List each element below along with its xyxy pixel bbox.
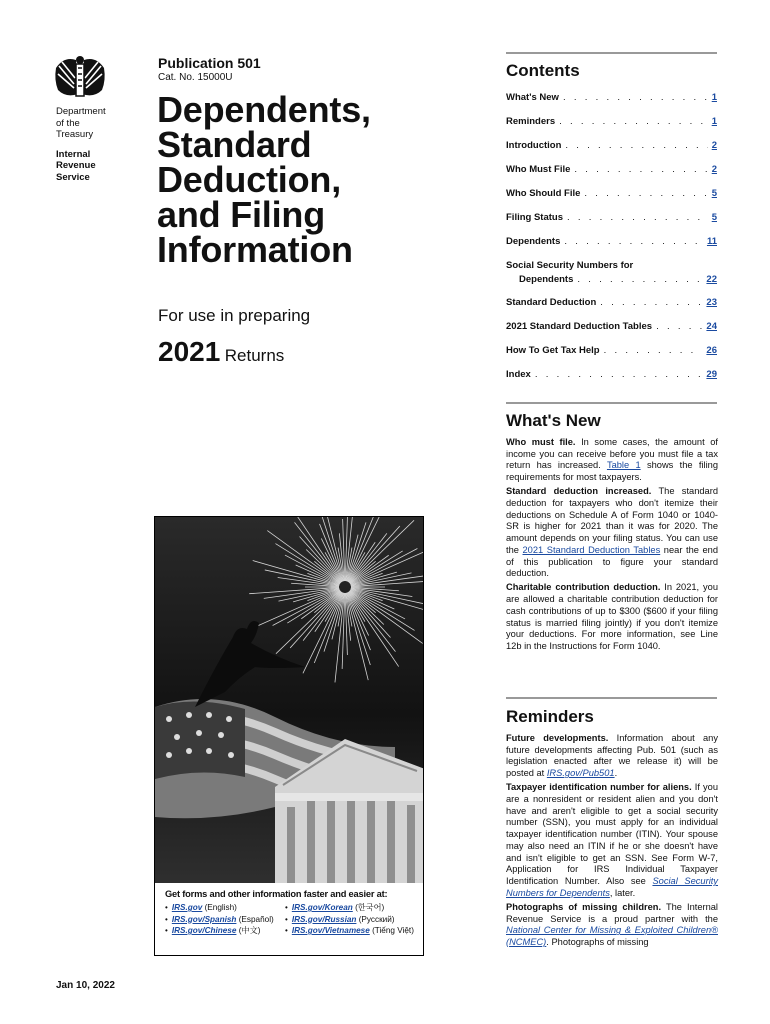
toc-item[interactable] [506,236,717,260]
text-run: . Photographs of missing [546,936,649,947]
language-links-column [165,902,285,937]
toc-leader-dots [577,274,702,285]
text-run: . [614,768,618,779]
language-link-item [285,925,414,937]
link-standard-deduction-tables[interactable]: 2021 Standard Deduction Tables [522,544,661,555]
firework-ray [295,522,342,582]
text-run: In 2021, you are allowed a charitable contribution deduction for cash contributions of up to $300 ($600 if your filing status is married filing jointly) if you don't itemize your deductions. For more information, see Line 12b in the Instructions for Form 1040. [506,582,718,651]
toc-leader-dots [584,188,707,199]
toc-page-link[interactable]: 1 [711,92,717,103]
link-irs-vietnamese[interactable]: IRS.gov/Vietnamese [291,926,370,935]
link-table-1[interactable]: Table 1 [606,460,641,471]
paragraph [506,582,718,652]
toc-page-link[interactable]: 2 [711,164,717,175]
toc-page-link[interactable]: 1 [711,116,717,127]
toc-label: Social Security Numbers for [506,260,634,271]
toc-leader-dots [563,92,708,103]
language-note: (Español) [238,914,274,924]
tax-year-line [158,336,284,368]
link-irs-chinese[interactable]: IRS.gov/Chinese [171,926,237,935]
toc-label: Index [506,369,531,380]
toc-label: Dependents [519,274,574,285]
paragraph [506,782,718,899]
fireworks-eagle-capitol-image [155,517,424,887]
toc-page-link[interactable]: 2 [711,140,717,151]
table-of-contents [506,92,717,393]
paragraph [506,733,718,780]
department-line: Department [56,106,106,117]
title-line: Standard [157,124,312,165]
toc-leader-dots [564,236,703,247]
toc-item[interactable] [506,188,717,212]
run-in-head: Charitable contribution deduction. [506,582,661,593]
language-note: (Pусский) [358,914,395,924]
paragraph [506,437,718,484]
section-divider [506,402,717,404]
toc-page-link[interactable]: 29 [706,369,717,380]
toc-label: Standard Deduction [506,297,597,308]
cover-heading: Get forms and other information faster and easier at: [165,889,388,899]
firework-ray [321,538,342,581]
title-line: Deduction, [157,159,341,200]
title-line: Dependents, [157,89,371,130]
language-links-column [285,902,414,937]
language-note: (한국어) [355,903,385,912]
agency-line: Internal [56,148,91,160]
toc-label: Who Must File [506,164,571,175]
link-irs-gov[interactable]: IRS.gov [171,903,203,912]
toc-leader-dots [567,212,708,223]
language-note: (English) [204,903,237,912]
firework-ray [257,589,339,626]
toc-label: Dependents [506,236,561,247]
run-in-head: Who must file. [506,437,576,447]
contents-heading: Contents [506,61,580,80]
agency-line: Service [56,171,90,183]
tax-year: 2021 [158,336,221,367]
language-links [165,902,415,937]
paragraph [506,486,718,580]
toc-label-continuation [506,274,717,285]
toc-item[interactable] [506,116,717,140]
toc-page-link[interactable]: 5 [711,188,717,199]
toc-item[interactable] [506,260,717,297]
toc-leader-dots [535,369,703,380]
toc-label: How To Get Tax Help [506,345,600,356]
toc-item[interactable] [506,321,717,345]
toc-page-link[interactable]: 5 [711,212,717,223]
whats-new-body [506,437,718,655]
reminders-heading: Reminders [506,707,594,726]
text-run: shows the filing requirements for most taxpayers. [506,460,718,483]
department-line: Treasury [56,129,94,140]
link-irs-spanish[interactable]: IRS.gov/Spanish [171,914,237,924]
link-irs-korean[interactable]: IRS.gov/Korean [291,903,353,912]
toc-item[interactable] [506,164,717,188]
toc-label: Filing Status [506,212,563,223]
language-link-item [165,925,285,937]
toc-label: Who Should File [506,188,581,199]
run-in-head: Photographs of missing children. [506,901,662,912]
cover-illustration [154,516,424,956]
toc-label: What's New [506,92,559,103]
firework-ray [349,592,396,652]
text-run: Information about any future developments affecting Pub. 501 (such as legislation enacted after we release it) will be posted at [506,733,718,779]
firework-ray [347,593,370,665]
language-link-item [165,914,285,926]
page-title [157,89,457,270]
link-irs-russian[interactable]: IRS.gov/Russian [291,914,357,924]
text-run: The standard deduction for taxpayers who don't itemize their deductions on Schedule A of Form 1040 or 1040-SR is higher for 2021 than it was for 2020. The amount depends on your filing status. You can use the [506,486,718,555]
toc-label: Reminders [506,116,556,127]
link-ncmec[interactable]: National Center for Missing & Exploited Children® (NCMEC) [506,925,718,947]
department-line: of the [56,117,80,129]
section-divider [506,697,717,699]
section-divider [506,52,717,54]
toc-item[interactable] [506,92,717,116]
agency-line: Revenue [56,160,96,171]
revision-date: Jan 10, 2022 [56,980,115,991]
text-run: If you are a nonresident or resident alien and you don't have and aren't eligible to get a social security number (SSN), you must apply for an individual taxpayer identification number (ITIN). Your spouse may also need an ITIN if he or she doesn't have and isn't eligible to get an SSN. See Form W-7, Application for IRS Individual Taxpayer Identification Number. Also see [506,782,718,886]
language-note: (中文) [238,926,261,935]
run-in-head: Future developments. [506,733,609,743]
language-link-item [285,902,414,914]
text-run: near the end of this publication to figure your standard deduction. [506,544,719,579]
link-irs-pub501[interactable]: IRS.gov/Pub501 [546,768,615,779]
toc-label: Introduction [506,140,562,151]
returns-label: Returns [224,346,285,365]
toc-page-link[interactable]: 24 [706,321,717,332]
language-link-item [285,914,414,926]
text-run: The Internal Revenue Service is a proud partner with the [506,901,718,924]
toc-item[interactable] [506,345,717,369]
toc-page-link[interactable]: 26 [706,345,717,356]
toc-label: 2021 Standard Deduction Tables [506,321,653,332]
toc-leader-dots [656,321,702,332]
toc-leader-dots [600,297,702,308]
run-in-head: Standard deduction increased. [506,486,652,497]
language-link-item [165,902,285,914]
publication-number: Publication 501 [158,55,261,71]
link-ssn-for-dependents[interactable]: Social Security Numbers for Dependents [506,875,718,898]
toc-item[interactable] [506,297,717,321]
toc-leader-dots [559,116,708,127]
run-in-head: Taxpayer identification number for aliens. [506,782,692,793]
text-run: In some cases, the amount of income you can receive before you must file a tax return has increased. [506,437,718,471]
toc-leader-dots [565,140,707,151]
toc-page-link[interactable]: 22 [706,274,717,285]
toc-item[interactable] [506,140,717,164]
toc-item[interactable] [506,212,717,236]
reminders-body [506,733,718,951]
toc-item[interactable] [506,369,717,393]
title-line: and Filing [157,194,325,235]
language-note: (Tiếng Việt) [372,926,414,935]
paragraph [506,902,718,949]
firework-ray [348,592,369,635]
cover-info-panel [155,883,423,955]
irs-eagle-logo [54,54,106,100]
toc-page-link[interactable]: 11 [706,236,717,247]
for-use-text: For use in preparing [158,306,311,325]
text-run: , later. [609,887,636,898]
title-line: Information [157,229,353,270]
toc-page-link[interactable]: 23 [706,297,717,308]
catalog-number: Cat. No. 15000U [158,72,233,83]
whats-new-heading: What's New [506,411,601,430]
toc-leader-dots [604,345,703,356]
department-block [56,106,106,183]
toc-leader-dots [574,164,707,175]
